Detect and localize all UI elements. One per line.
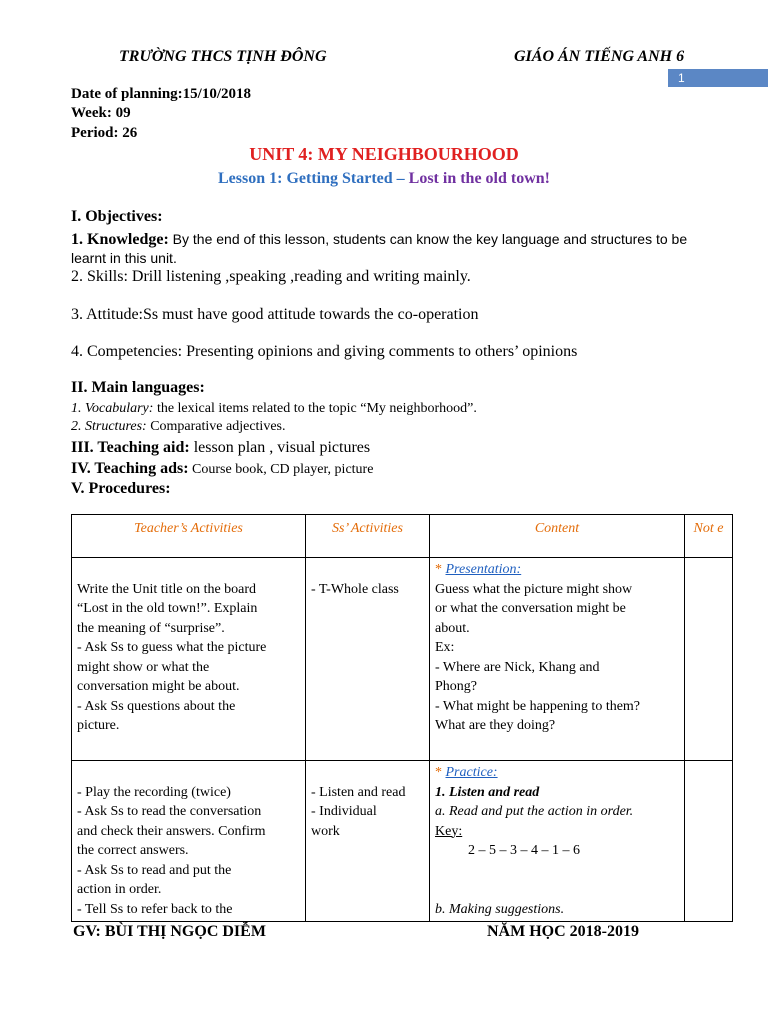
text-line: conversation might be about. [77, 679, 240, 694]
col-ss-activities: Ss’ Activities [306, 515, 430, 558]
teaching-aid-text: lesson plan , visual pictures [189, 439, 371, 456]
teacher-activities-cell [72, 761, 306, 922]
star-marker: * [435, 765, 446, 780]
structures-label: 2. Structures: [71, 419, 147, 434]
text-line: Phong? [435, 679, 477, 694]
task-a: a. Read and put the action in order. [435, 804, 634, 819]
objective-competencies: 4. Competencies: Presenting opinions and giving comments to others’ opinions [71, 343, 578, 360]
period: Period: 26 [71, 125, 138, 141]
text-line: Guess what the picture might show [435, 581, 633, 597]
footer-school-year: NĂM HỌC 2018-2019 [487, 923, 639, 940]
unit-title: UNIT 4: MY NEIGHBOURHOOD [249, 144, 519, 164]
procedures-heading: V. Procedures: [71, 480, 171, 497]
text-line: and check their answers. Confirm [77, 823, 266, 839]
key-label: Key: [435, 823, 463, 839]
presentation-heading: Presentation: [445, 562, 522, 577]
lesson-prefix: Lesson 1: Getting Started – [217, 170, 409, 187]
text-line: or what the conversation might be [435, 601, 626, 616]
text-line: - Tell Ss to refer back to the [77, 901, 233, 917]
objective-knowledge [71, 230, 731, 268]
knowledge-text: By the end of this lesson, students can know the key language and structures to be [168, 231, 688, 247]
languages-heading: II. Main languages: [71, 379, 205, 396]
teacher-activities-cell [72, 558, 306, 761]
answer-order: 2 – 5 – 3 – 4 – 1 – 6 [468, 843, 580, 858]
text-line: - Listen and read [311, 784, 406, 800]
lesson-title [0, 170, 768, 188]
note-cell [685, 761, 733, 922]
note-cell [685, 558, 733, 761]
teaching-aid-label: III. Teaching aid: [71, 439, 190, 456]
text-line: picture. [77, 718, 120, 733]
vocabulary-text: the lexical items related to the topic “My neighborhood”. [153, 401, 477, 416]
section-heading [435, 763, 679, 783]
teaching-ads-label: IV. Teaching ads: [71, 460, 189, 477]
lesson-subtitle: Lost in the old town! [408, 170, 550, 187]
objective-attitude: 3. Attitude:Ss must have good attitude towards the co-operation [71, 306, 479, 323]
table-header-row [72, 515, 733, 558]
footer-teacher: GV: BÙI THỊ NGỌC DIỄM [73, 923, 266, 940]
text-line: the correct answers. [77, 843, 189, 858]
knowledge-label: 1. Knowledge: [71, 231, 169, 248]
table-row [72, 558, 733, 761]
section-heading [435, 560, 679, 580]
content-cell [430, 558, 685, 761]
content-cell [430, 761, 685, 922]
text-line: action in order. [77, 882, 162, 897]
structures-text: Comparative adjectives. [146, 419, 286, 434]
text-line: Ex: [435, 640, 455, 655]
text-line: What are they doing? [435, 718, 556, 733]
text-line: “Lost in the old town!”. Explain [77, 601, 258, 616]
task-b: b. Making suggestions. [435, 901, 565, 917]
week: Week: 09 [71, 105, 131, 121]
vocabulary-label: 1. Vocabulary: [71, 401, 154, 416]
listen-and-read-heading: 1. Listen and read [435, 784, 540, 800]
text-line: - What might be happening to them? [435, 698, 641, 714]
school-name: TRƯỜNG THCS TỊNH ĐÔNG [119, 48, 327, 65]
teaching-aid-line [71, 439, 370, 457]
procedures-table [71, 514, 733, 922]
text-line: - Play the recording (twice) [77, 784, 231, 800]
objectives-heading: I. Objectives: [71, 208, 163, 225]
ss-activities-cell [306, 761, 430, 922]
text-line: about. [435, 620, 470, 636]
structures-line [71, 419, 286, 435]
text-line: the meaning of “surprise”. [77, 620, 225, 636]
knowledge-text-2: learnt in this unit. [71, 250, 177, 266]
subject-title: GIÁO ÁN TIẾNG ANH 6 [514, 48, 685, 65]
text-line: - Ask Ss questions about the [77, 698, 236, 714]
text-line: - Individual [311, 804, 377, 819]
star-marker: * [435, 562, 446, 577]
text-line: work [311, 823, 340, 839]
col-note: Not e [685, 515, 733, 558]
text-line: - Ask Ss to guess what the picture [77, 640, 267, 655]
table-row [72, 761, 733, 922]
text-line: - Ask Ss to read the conversation [77, 804, 262, 819]
ss-activities-cell [306, 558, 430, 761]
teaching-ads-line [71, 460, 373, 478]
teaching-ads-text: Course book, CD player, picture [188, 462, 374, 477]
text-line: - Ask Ss to read and put the [77, 862, 232, 878]
text-line: - Where are Nick, Khang and [435, 659, 600, 675]
page-number: 1 [668, 69, 768, 87]
vocabulary-line [71, 401, 477, 417]
col-content: Content [430, 515, 685, 558]
practice-heading: Practice: [445, 765, 498, 780]
col-teacher-activities: Teacher’s Activities [72, 515, 306, 558]
date-of-planning: Date of planning:15/10/2018 [71, 86, 252, 102]
text-line: Write the Unit title on the board [77, 581, 257, 597]
objective-skills: 2. Skills: Drill listening ,speaking ,reading and writing mainly. [71, 268, 471, 285]
text-line: might show or what the [77, 659, 210, 675]
text-line: - T-Whole class [311, 581, 399, 597]
